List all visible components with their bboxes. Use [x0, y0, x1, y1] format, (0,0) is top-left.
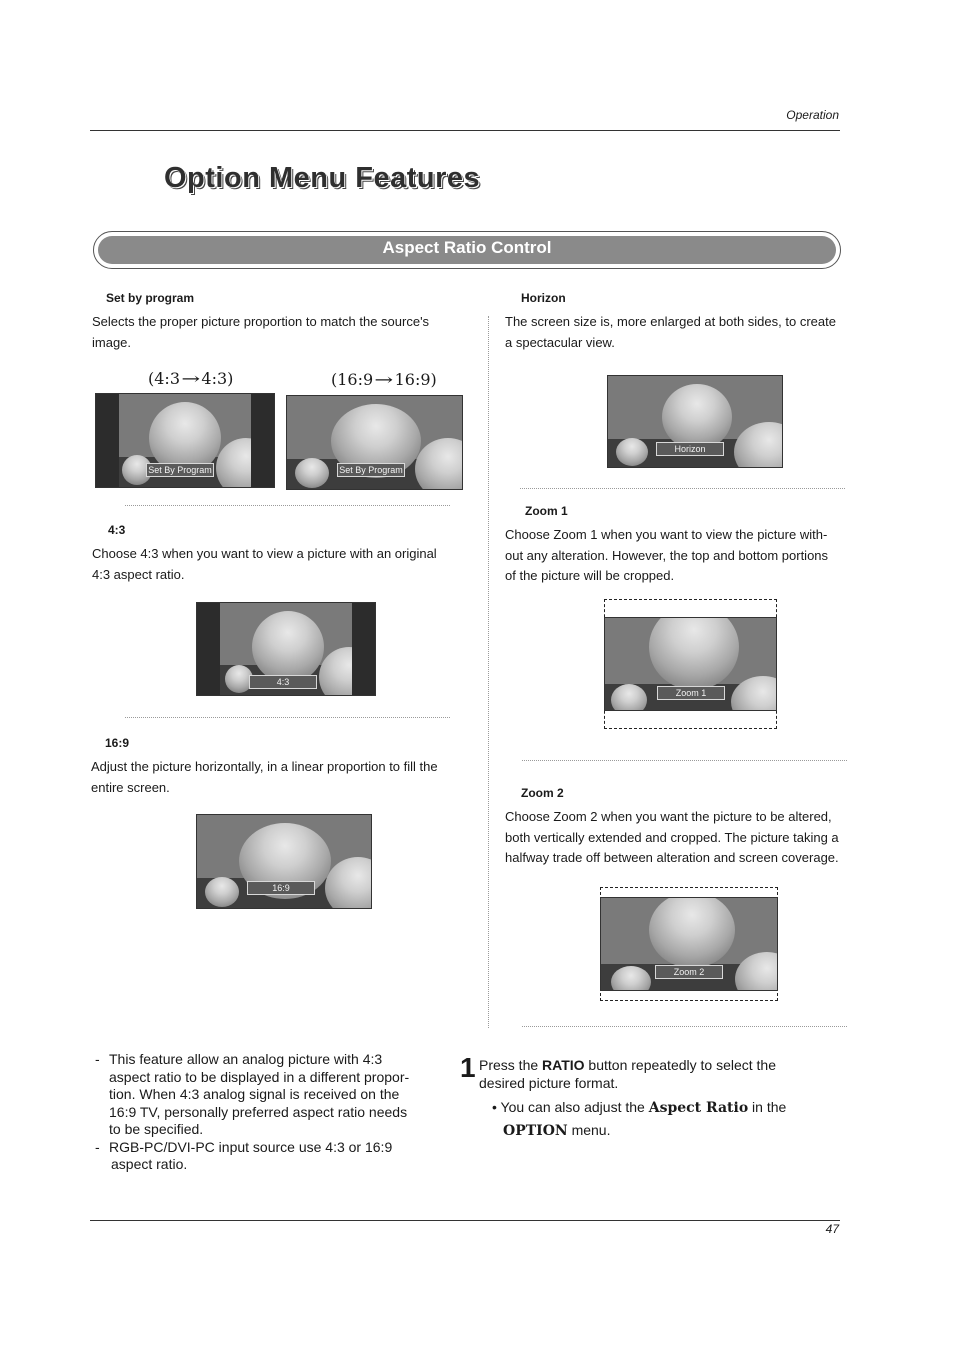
screen-label: Set By Program	[337, 463, 405, 477]
horizon-text: The screen size is, more enlarged at both sides, to create a spectacular view.	[505, 314, 836, 350]
four-three-label: 4:3	[108, 523, 126, 537]
top-rule	[90, 130, 840, 131]
sphere-side	[325, 857, 372, 909]
screen-label: Set By Program	[146, 463, 214, 477]
sphere-small	[611, 966, 651, 991]
screen-label: 4:3	[249, 675, 317, 689]
zoom2-text: Choose Zoom 2 when you want the picture to be altered, both vertically extended and cropped. The picture taking a halfway trade off between alteration and screen coverage.	[505, 809, 839, 865]
sphere-small	[611, 684, 647, 711]
sphere-side	[415, 438, 463, 490]
sphere-large	[252, 611, 324, 683]
sphere-side	[731, 676, 777, 711]
sixteen-nine-text: Adjust the picture horizontally, in a linear proportion to fill the entire screen.	[91, 759, 438, 795]
screen-4-3	[196, 602, 376, 696]
arrow-right-icon: →	[374, 370, 394, 389]
column-divider	[488, 316, 489, 1028]
separator	[522, 760, 847, 761]
ratio-caption-4-3: (4:3→4:3)	[148, 369, 234, 388]
section-banner	[93, 231, 841, 269]
zoom1-label: Zoom 1	[525, 504, 568, 518]
screen-set-by-program-16-9	[286, 395, 463, 490]
sphere-small	[205, 877, 239, 907]
section-banner-title: Aspect Ratio Control	[382, 238, 552, 257]
notes-list	[90, 1051, 435, 1174]
page-title: Option Menu Features	[164, 162, 481, 194]
horizon-label: Horizon	[521, 291, 566, 305]
bottom-rule	[90, 1220, 840, 1221]
separator	[125, 505, 450, 506]
screen-label: Zoom 2	[655, 965, 723, 979]
ratio-caption-16-9: (16:9→16:9)	[331, 370, 437, 389]
step-subnote: • You can also adjust the Aspect Ratio in the OPTION menu.	[492, 1099, 787, 1139]
step-number: 1	[460, 1052, 476, 1083]
separator	[522, 1026, 847, 1027]
step-instruction: Press the RATIO button repeatedly to select the desired picture format.	[479, 1057, 777, 1091]
screen-horizon	[607, 375, 783, 468]
sphere-small	[616, 438, 648, 466]
four-three-text: Choose 4:3 when you want to view a picture with an original 4:3 aspect ratio.	[92, 546, 437, 582]
screen-zoom2	[600, 897, 778, 991]
note-item: - RGB-PC/DVI-PC input source use 4:3 or 16:9 aspect ratio.	[95, 1138, 393, 1172]
set-by-program-text: Selects the proper picture proportion to match the source's image.	[92, 314, 430, 350]
sphere-large	[649, 897, 735, 968]
sphere-side	[734, 422, 783, 468]
screen-set-by-program-4-3	[95, 393, 275, 488]
screen-zoom1	[604, 617, 777, 711]
screen-label: Zoom 1	[657, 686, 725, 700]
zoom1-text: Choose Zoom 1 when you want to view the picture with- out any alteration. However, the top and bottom portions of the picture will be cropped.	[505, 527, 829, 583]
screen-16-9	[196, 814, 372, 909]
separator	[520, 488, 845, 489]
running-header: Operation	[786, 108, 839, 122]
arrow-right-icon: →	[181, 369, 201, 388]
sphere-large	[649, 617, 739, 690]
note-item: - This feature allow an analog picture with 4:3 aspect ratio to be displayed in a different propor- tion. When 4:3 analog signal is received on the 16:9 TV, personally preferred aspect ratio needs to be specified.	[95, 1051, 410, 1137]
sixteen-nine-label: 16:9	[105, 736, 130, 750]
sphere-side	[735, 952, 778, 991]
set-by-program-label: Set by program	[106, 291, 195, 305]
sphere-large	[662, 384, 732, 450]
sphere-small	[295, 458, 329, 488]
screen-label: Horizon	[656, 442, 724, 456]
page-number: 47	[825, 1222, 839, 1236]
zoom2-label: Zoom 2	[521, 786, 564, 800]
separator	[125, 717, 450, 718]
screen-label: 16:9	[247, 881, 315, 895]
